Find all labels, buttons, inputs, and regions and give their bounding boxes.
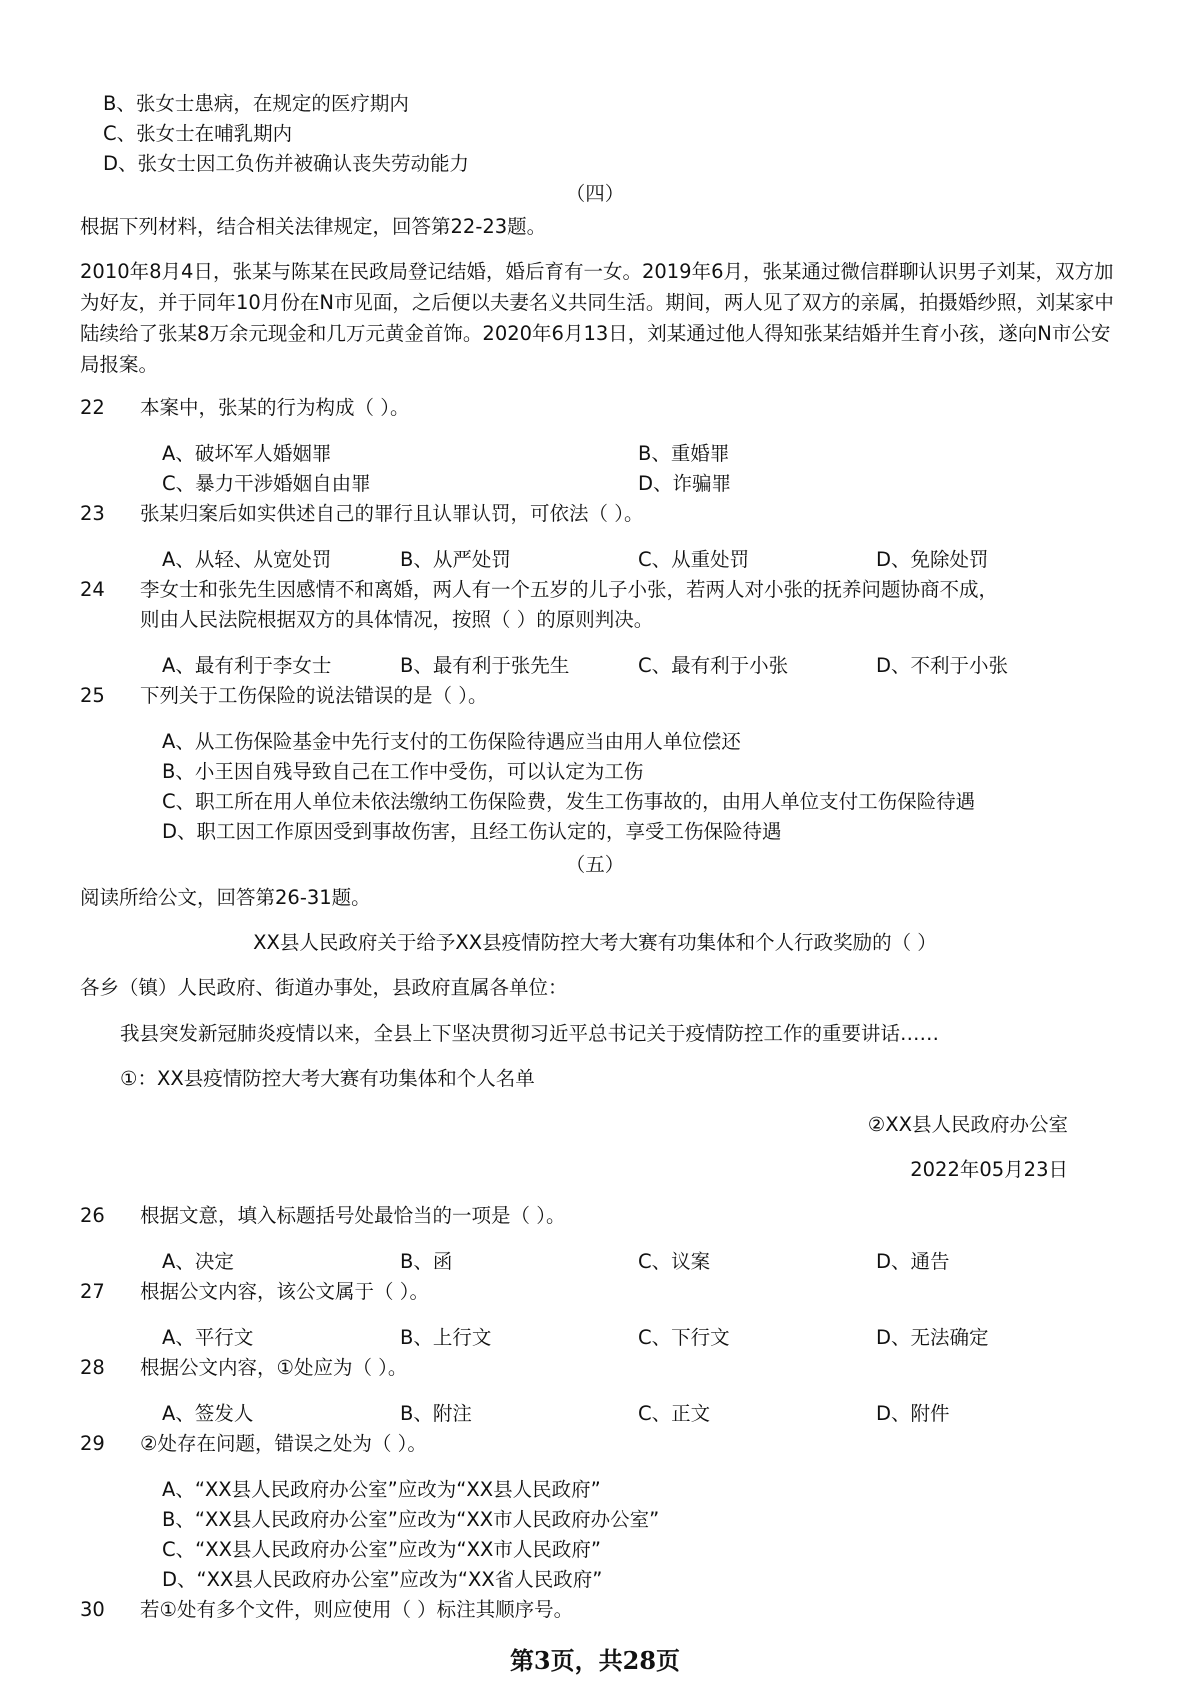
option-a: A、签发人 [162,1402,254,1425]
option-d: D、无法确定 [876,1326,989,1349]
option-c: C、正文 [638,1402,711,1425]
option-c: C、议案 [638,1250,711,1273]
option-d: D、诈骗罪 [638,472,732,495]
option-d: D、通告 [876,1250,950,1273]
document-title: XX县人民政府关于给予XX县疫情防控大考大赛有功集体和个人行政奖励的（ ） [253,931,937,954]
option-c: C、暴力干涉婚姻自由罪 [162,472,371,495]
option-c: C、下行文 [638,1326,730,1349]
option-d: D、附件 [876,1402,950,1425]
document-body: 我县突发新冠肺炎疫情以来，全县上下坚决贯彻习近平总书记关于疫情防控工作的重要讲话…… [120,1022,940,1045]
section-heading-4: （四） [565,182,625,205]
question-number: 29 [80,1432,105,1455]
option-a: A、最有利于李女士 [162,654,332,677]
option-c: C、从重处罚 [638,548,750,571]
question-number: 24 [80,578,105,601]
option-c: C、张女士在哺乳期内 [103,122,293,145]
option-c: C、职工所在用人单位未依法缴纳工伤保险费，发生工伤事故的，由用人单位支付工伤保险待遇 [162,790,976,813]
option-d: D、不利于小张 [876,654,1009,677]
option-b: B、张女士患病，在规定的医疗期内 [103,92,409,115]
option-d: D、职工因工作原因受到事故伤害，且经工伤认定的，享受工伤保险待遇 [162,820,782,843]
document-attachment: ①：XX县疫情防控大考大赛有功集体和个人名单 [120,1067,535,1090]
question-text: 根据公文内容，①处应为（ ）。 [140,1356,408,1379]
question-text: 根据公文内容，该公文属于（ ）。 [140,1280,429,1303]
page-number-footer: 第3页，共28页 [509,1646,681,1675]
option-b: B、附注 [400,1402,472,1425]
question-text: 本案中，张某的行为构成（ ）。 [140,396,410,419]
question-text: 根据文意，填入标题括号处最恰当的一项是（ ）。 [140,1204,566,1227]
option-a: A、破坏军人婚姻罪 [162,442,332,465]
option-d: D、“XX县人民政府办公室”应改为“XX省人民政府” [162,1568,603,1591]
option-a: A、从工伤保险基金中先行支付的工伤保险待遇应当由用人单位偿还 [162,730,741,753]
question-text-cont: 则由人民法院根据双方的具体情况，按照（ ）的原则判决。 [140,608,654,631]
option-b: B、从严处罚 [400,548,511,571]
document-signature: ②XX县人民政府办公室 [867,1113,1068,1136]
option-a: A、“XX县人民政府办公室”应改为“XX县人民政府” [162,1478,601,1501]
option-a: A、从轻、从宽处罚 [162,548,332,571]
question-number: 28 [80,1356,105,1379]
option-b: B、最有利于张先生 [400,654,570,677]
question-text: 李女士和张先生因感情不和离婚，两人有一个五岁的儿子小张，若两人对小张的抚养问题协商不成， [140,578,999,601]
question-text: 下列关于工伤保险的说法错误的是（ ）。 [140,684,488,707]
question-number: 27 [80,1280,105,1303]
document-date: 2022年05月23日 [910,1158,1068,1181]
option-b: B、函 [400,1250,453,1273]
option-d: D、张女士因工负伤并被确认丧失劳动能力 [103,152,470,175]
option-c: C、最有利于小张 [638,654,789,677]
question-text: ②处存在问题，错误之处为（ ）。 [140,1432,427,1455]
section-intro-4: 根据下列材料，结合相关法律规定，回答第22-23题。 [80,215,547,238]
question-number: 25 [80,684,105,707]
question-text: 张某归案后如实供述自己的罪行且认罪认罚，可依法（ ）。 [140,502,644,525]
question-number: 30 [80,1598,105,1621]
option-a: A、平行文 [162,1326,254,1349]
question-number: 23 [80,502,105,525]
document-addressee: 各乡（镇）人民政府、街道办事处，县政府直属各单位： [80,976,568,999]
material-paragraph: 2010年8月4日，张某与陈某在民政局登记结婚，婚后育有一女。2019年6月，张某通过微信群聊认识男子刘某，双方加为好友，并于同年10月份在N市见面，之后便以夫妻名义共同生活。期间，两人见了双方的亲属，拍摄婚纱照，刘某家中陆续给了张某8万余元现金和几万元黄金首饰。2020年6月13日，刘某通过他人得知张某结婚并生育小孩，遂向N市公安局报案。 [80,260,1114,376]
option-a: A、决定 [162,1250,234,1273]
question-text: 若①处有多个文件，则应使用（ ）标注其顺序号。 [140,1598,574,1621]
option-b: B、上行文 [400,1326,492,1349]
option-d: D、免除处罚 [876,548,989,571]
option-c: C、“XX县人民政府办公室”应改为“XX市人民政府” [162,1538,601,1561]
question-number: 26 [80,1204,105,1227]
question-number: 22 [80,396,105,419]
option-b: B、“XX县人民政府办公室”应改为“XX市人民政府办公室” [162,1508,660,1531]
option-b: B、重婚罪 [638,442,730,465]
section-intro-5: 阅读所给公文，回答第26-31题。 [80,886,371,909]
section-heading-5: （五） [565,853,625,876]
option-b: B、小王因自残导致自己在工作中受伤，可以认定为工伤 [162,760,644,783]
